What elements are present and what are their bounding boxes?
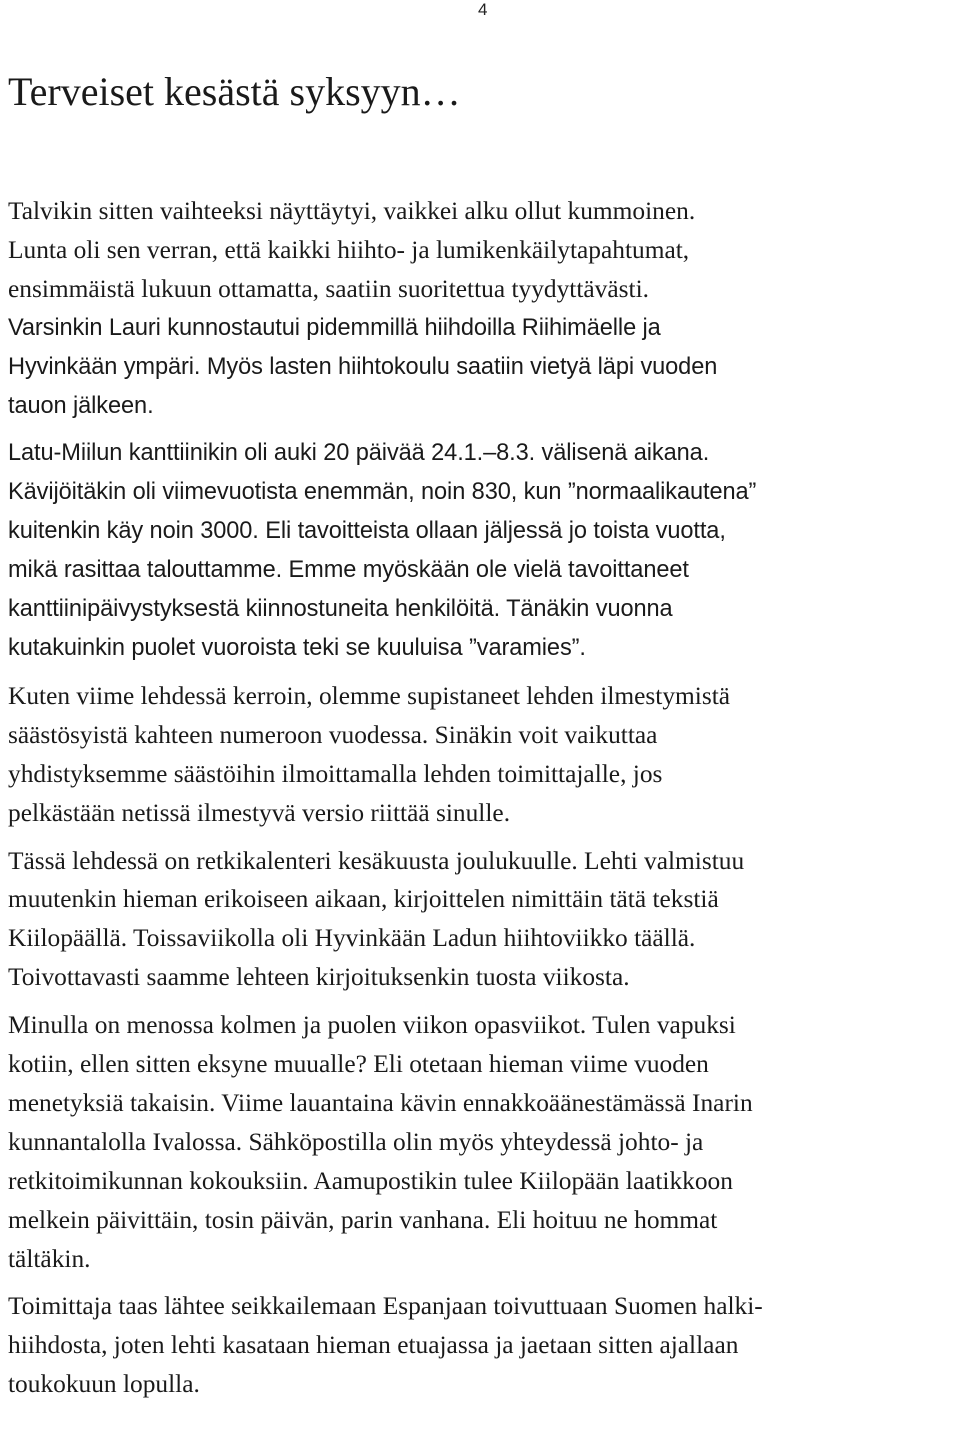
text-line: ensimmäistä lukuun ottamatta, saatiin suoritettua tyydyttävästi. (8, 274, 649, 303)
article-body (8, 192, 958, 1404)
text-line: Kiilopäällä. Toissaviikolla oli Hyvinkään Ladun hiihtoviikko täällä. (8, 924, 696, 953)
text-line: tauon jälkeen. (8, 392, 154, 419)
article-title: Terveiset kesästä syksyyn… (8, 69, 461, 114)
text-line: Talvikin sitten vaihteeksi näyttäytyi, vaikkei alku ollut kummoinen. (8, 197, 696, 225)
text-line: Tässä lehdessä on retkikalenteri kesäkuusta joulukuulle. Lehti valmistuu (8, 846, 745, 875)
text-line: Lunta oli sen verran, että kaikki hiihto- ja lumikenkäilytapahtumat, (8, 235, 690, 264)
text-line: kunnantalolla Ivalossa. Sähköpostilla olin myös yhteydessä johto- ja (8, 1127, 704, 1156)
text-line: toukokuun lopulla. (8, 1370, 200, 1399)
text-line: kanttiinipäivystyksestä kiinnostuneita henkilöitä. Tänäkin vuonna (8, 596, 673, 623)
text-line: pelkästään netissä ilmestyvä versio riittää sinulle. (8, 798, 511, 827)
text-line: Toimittaja taas lähtee seikkailemaan Espanjaan toivuttuaan Suomen halki- (8, 1292, 763, 1321)
paragraph-guide-weeks (8, 1006, 958, 1278)
text-line: Varsinkin Lauri kunnostautui pidemmillä hiihdoilla Riihimäelle ja (8, 314, 661, 341)
paragraph-calendar (8, 842, 958, 998)
text-line: Kävijöitäkin oli viimevuotista enemmän, noin 830, kun ”normaalikautena” (8, 479, 757, 506)
paragraph-canteen (8, 434, 958, 667)
text-line: Toivottavasti saamme lehteen kirjoituksenkin tuosta viikosta. (8, 963, 630, 992)
text-line: tältäkin. (8, 1244, 91, 1273)
text-line: Kuten viime lehdessä kerroin, olemme supistaneet lehden ilmestymistä (8, 681, 731, 710)
text-line: mikä rasittaa talouttamme. Emme myöskään ole vielä tavoittaneet (8, 557, 689, 584)
text-line: Minulla on menossa kolmen ja puolen viikon opasviikot. Tulen vapuksi (8, 1011, 736, 1040)
text-line: retkitoimikunnan kokouksiin. Aamupostikin tulee Kiilopään laatikkoon (8, 1166, 733, 1195)
text-line: yhdistyksemme säästöihin ilmoittamalla lehden toimittajalle, jos (8, 759, 663, 788)
paragraph-magazine-savings (8, 677, 958, 833)
text-line: melkein päivittäin, tosin päivän, parin vanhana. Eli hoituu ne hommat (8, 1205, 718, 1234)
text-line: muutenkin hieman erikoiseen aikaan, kirjoittelen nimittäin tätä tekstiä (8, 885, 719, 914)
text-line: hiihdosta, joten lehti kasataan hieman etuajassa ja jaetaan sitten ajallaan (8, 1331, 739, 1360)
paragraph-editor-spain (8, 1287, 958, 1404)
text-line: Latu-Miilun kanttiinikin oli auki 20 päivää 24.1.–8.3. välisenä aikana. (8, 440, 710, 467)
text-line: kutakuinkin puolet vuoroista teki se kuuluisa ”varamies”. (8, 634, 586, 661)
text-line: kuitenkin käy noin 3000. Eli tavoitteista ollaan jäljessä jo toista vuotta, (8, 518, 726, 545)
text-line: Hyvinkään ympäri. Myös lasten hiihtokoulu saatiin vietyä läpi vuoden (8, 353, 718, 380)
text-line: kotiin, ellen sitten eksyne muualle? Eli otetaan hieman viime vuoden (8, 1050, 709, 1079)
text-line: menetyksiä takaisin. Viime lauantaina kävin ennakkoäänestämässä Inarin (8, 1088, 753, 1117)
page-number: 4 (478, 0, 488, 19)
text-line: säästösyistä kahteen numeroon vuodessa. Sinäkin voit vaikuttaa (8, 720, 658, 749)
paragraph-winter (8, 192, 958, 425)
